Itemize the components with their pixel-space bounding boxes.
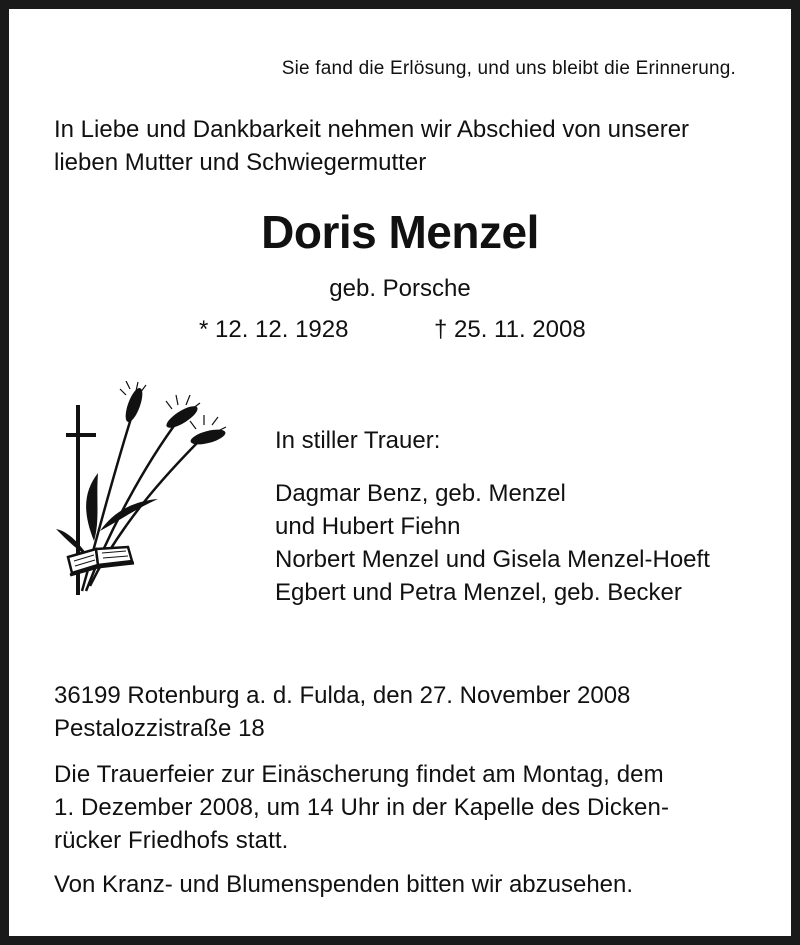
mourner-line: und Hubert Fiehn bbox=[275, 513, 461, 540]
maiden-name: geb. Porsche bbox=[329, 275, 471, 302]
address-block bbox=[54, 679, 630, 745]
birth-date: * 12. 12. 1928 bbox=[199, 316, 349, 343]
intro-line: lieben Mutter und Schwiegermutter bbox=[54, 149, 427, 176]
mourners-heading: In stiller Trauer: bbox=[275, 427, 441, 454]
street-line: Pestalozzistraße 18 bbox=[54, 715, 265, 742]
service-line: Die Trauerfeier zur Einäscherung findet am Montag, dem bbox=[54, 761, 664, 788]
cross-wheat-bible-icon bbox=[54, 381, 234, 601]
service-line: 1. Dezember 2008, um 14 Uhr in der Kapelle des Dicken- bbox=[54, 794, 670, 821]
motto-quote: Sie fand die Erlösung, und uns bleibt die Erinnerung. bbox=[281, 58, 736, 79]
deceased-name: Doris Menzel bbox=[261, 206, 539, 258]
service-line: rücker Friedhofs statt. bbox=[54, 827, 289, 854]
place-date-line: 36199 Rotenburg a. d. Fulda, den 27. November 2008 bbox=[54, 682, 631, 709]
intro-line: In Liebe und Dankbarkeit nehmen wir Abschied von unserer bbox=[54, 116, 690, 143]
death-date: † 25. 11. 2008 bbox=[434, 316, 586, 343]
intro-text bbox=[54, 113, 754, 179]
mourner-line: Egbert und Petra Menzel, geb. Becker bbox=[275, 579, 682, 606]
mourners-block bbox=[275, 424, 710, 609]
closing-request: Von Kranz- und Blumenspenden bitten wir abzusehen. bbox=[54, 871, 634, 898]
service-info bbox=[54, 758, 754, 857]
mourner-line: Norbert Menzel und Gisela Menzel-Hoeft bbox=[275, 546, 710, 573]
mourner-line: Dagmar Benz, geb. Menzel bbox=[275, 480, 566, 507]
